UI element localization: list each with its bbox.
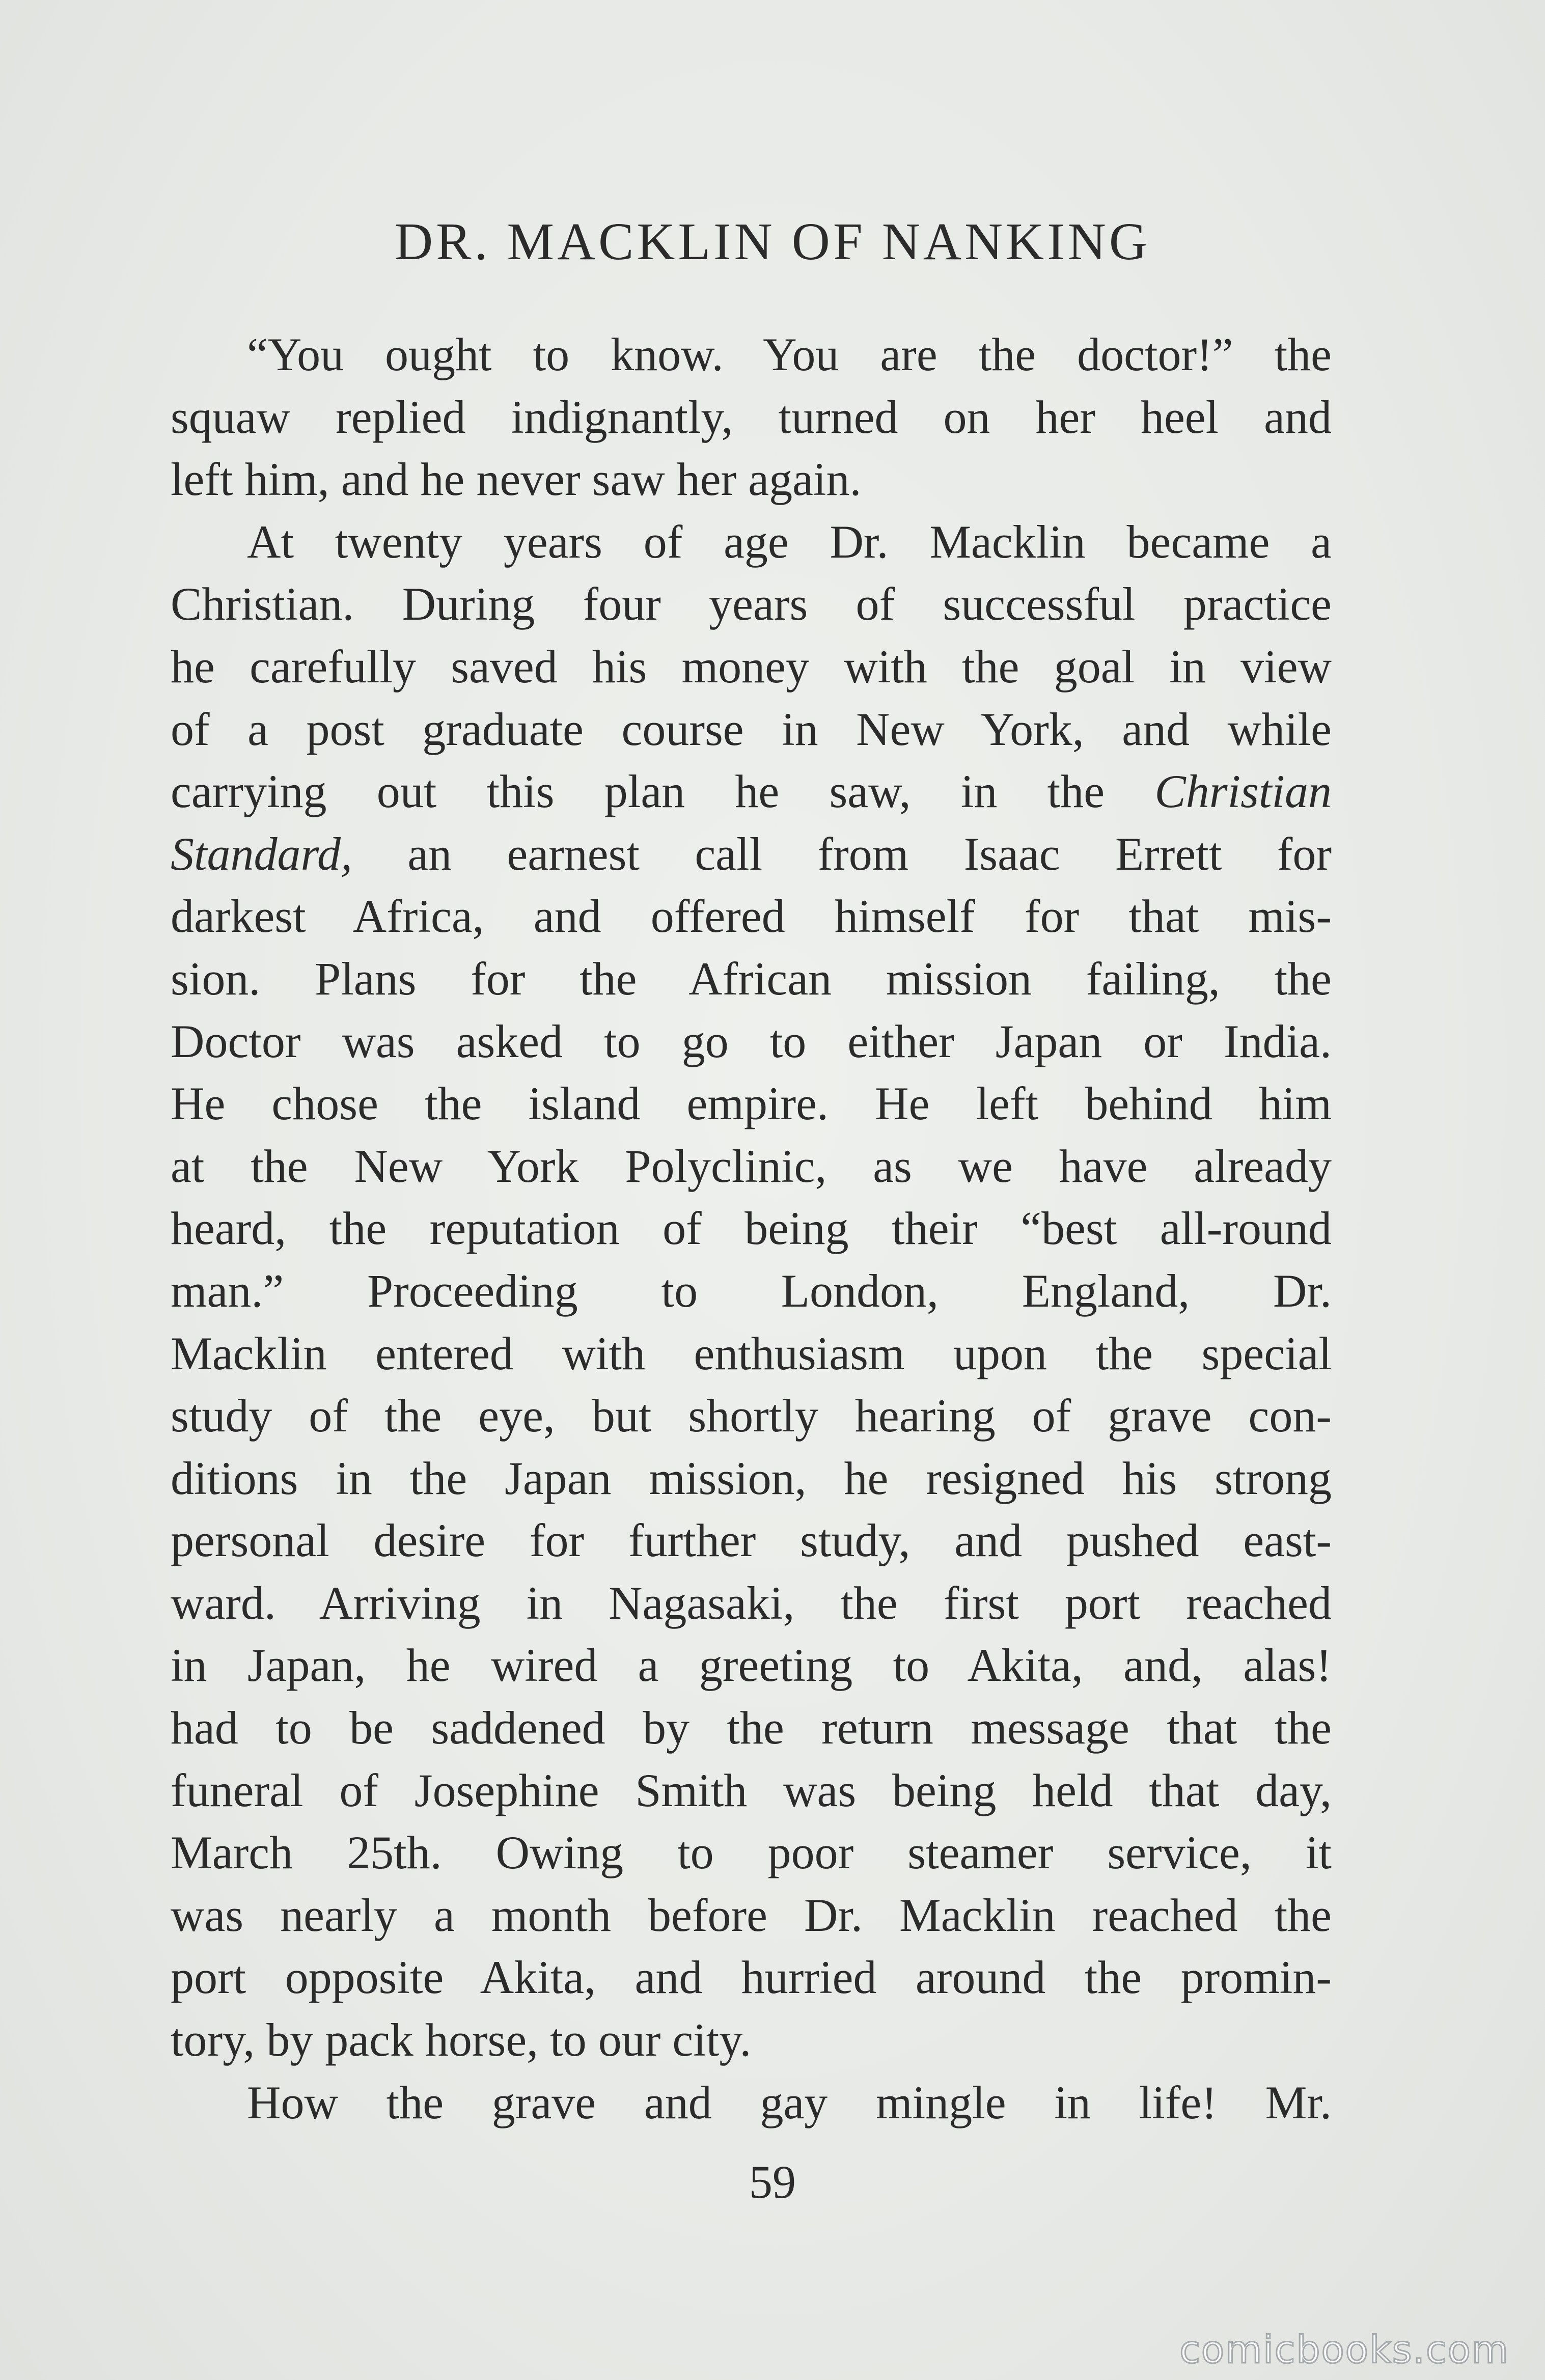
- body-text: [171, 323, 1332, 2134]
- italic-title-fragment: Christian: [1154, 765, 1332, 818]
- text-line: in Japan, he wired a greeting to Akita, and, alas!: [171, 1639, 1332, 1692]
- text-fragment: an earnest call from Isaac Errett for: [407, 827, 1332, 880]
- page-number: 59: [749, 2156, 796, 2208]
- text-line: man.” Proceeding to London, England, Dr.: [171, 1264, 1332, 1317]
- text-line: was nearly a month before Dr. Macklin reached the: [171, 1889, 1332, 1941]
- text-line: left him, and he never saw her again.: [171, 453, 862, 506]
- text-line: study of the eye, but shortly hearing of grave con-: [171, 1390, 1332, 1442]
- text-line: ward. Arriving in Nagasaki, the first port reached: [171, 1576, 1332, 1629]
- text-line: darkest Africa, and offered himself for that mis-: [171, 890, 1332, 943]
- text-line: Macklin entered with enthusiasm upon the special: [171, 1327, 1332, 1379]
- text-line: How the grave and gay mingle in life! Mr.: [247, 2076, 1332, 2128]
- text-line: ditions in the Japan mission, he resigned his strong: [171, 1452, 1332, 1504]
- text-line: [171, 760, 1332, 823]
- text-line: of a post graduate course in New York, and while: [171, 703, 1332, 755]
- text-line: [171, 823, 1332, 885]
- text-line: at the New York Polyclinic, as we have already: [171, 1140, 1332, 1192]
- text-line: tory, by pack horse, to our city.: [171, 2014, 752, 2066]
- watermark: comicbooks.com: [1179, 2328, 1509, 2372]
- text-line: personal desire for further study, and pushed east-: [171, 1514, 1332, 1567]
- running-head: DR. MACKLIN OF NANKING: [395, 212, 1150, 271]
- text-line: “You ought to know. You are the doctor!” the: [247, 328, 1332, 380]
- italic-title-fragment: Standard,: [171, 827, 352, 880]
- text-line: March 25th. Owing to poor steamer service, it: [171, 1826, 1332, 1879]
- text-line: heard, the reputation of being their “best all-round: [171, 1202, 1332, 1255]
- text-line: sion. Plans for the African mission failing, the: [171, 952, 1332, 1005]
- text-line: port opposite Akita, and hurried around the promin-: [171, 1951, 1332, 2004]
- text-fragment: carrying out this plan he saw, in the: [171, 765, 1105, 818]
- text-line: had to be saddened by the return message that the: [171, 1702, 1332, 1754]
- text-line: Christian. During four years of successful practice: [171, 578, 1332, 630]
- text-line: funeral of Josephine Smith was being held that day,: [171, 1764, 1332, 1816]
- text-line: Doctor was asked to go to either Japan or India.: [171, 1015, 1332, 1067]
- text-line: squaw replied indignantly, turned on her heel and: [171, 391, 1332, 443]
- text-line: At twenty years of age Dr. Macklin became a: [247, 515, 1332, 568]
- text-line: He chose the island empire. He left behind him: [171, 1077, 1332, 1130]
- text-line: he carefully saved his money with the goal in view: [171, 640, 1332, 693]
